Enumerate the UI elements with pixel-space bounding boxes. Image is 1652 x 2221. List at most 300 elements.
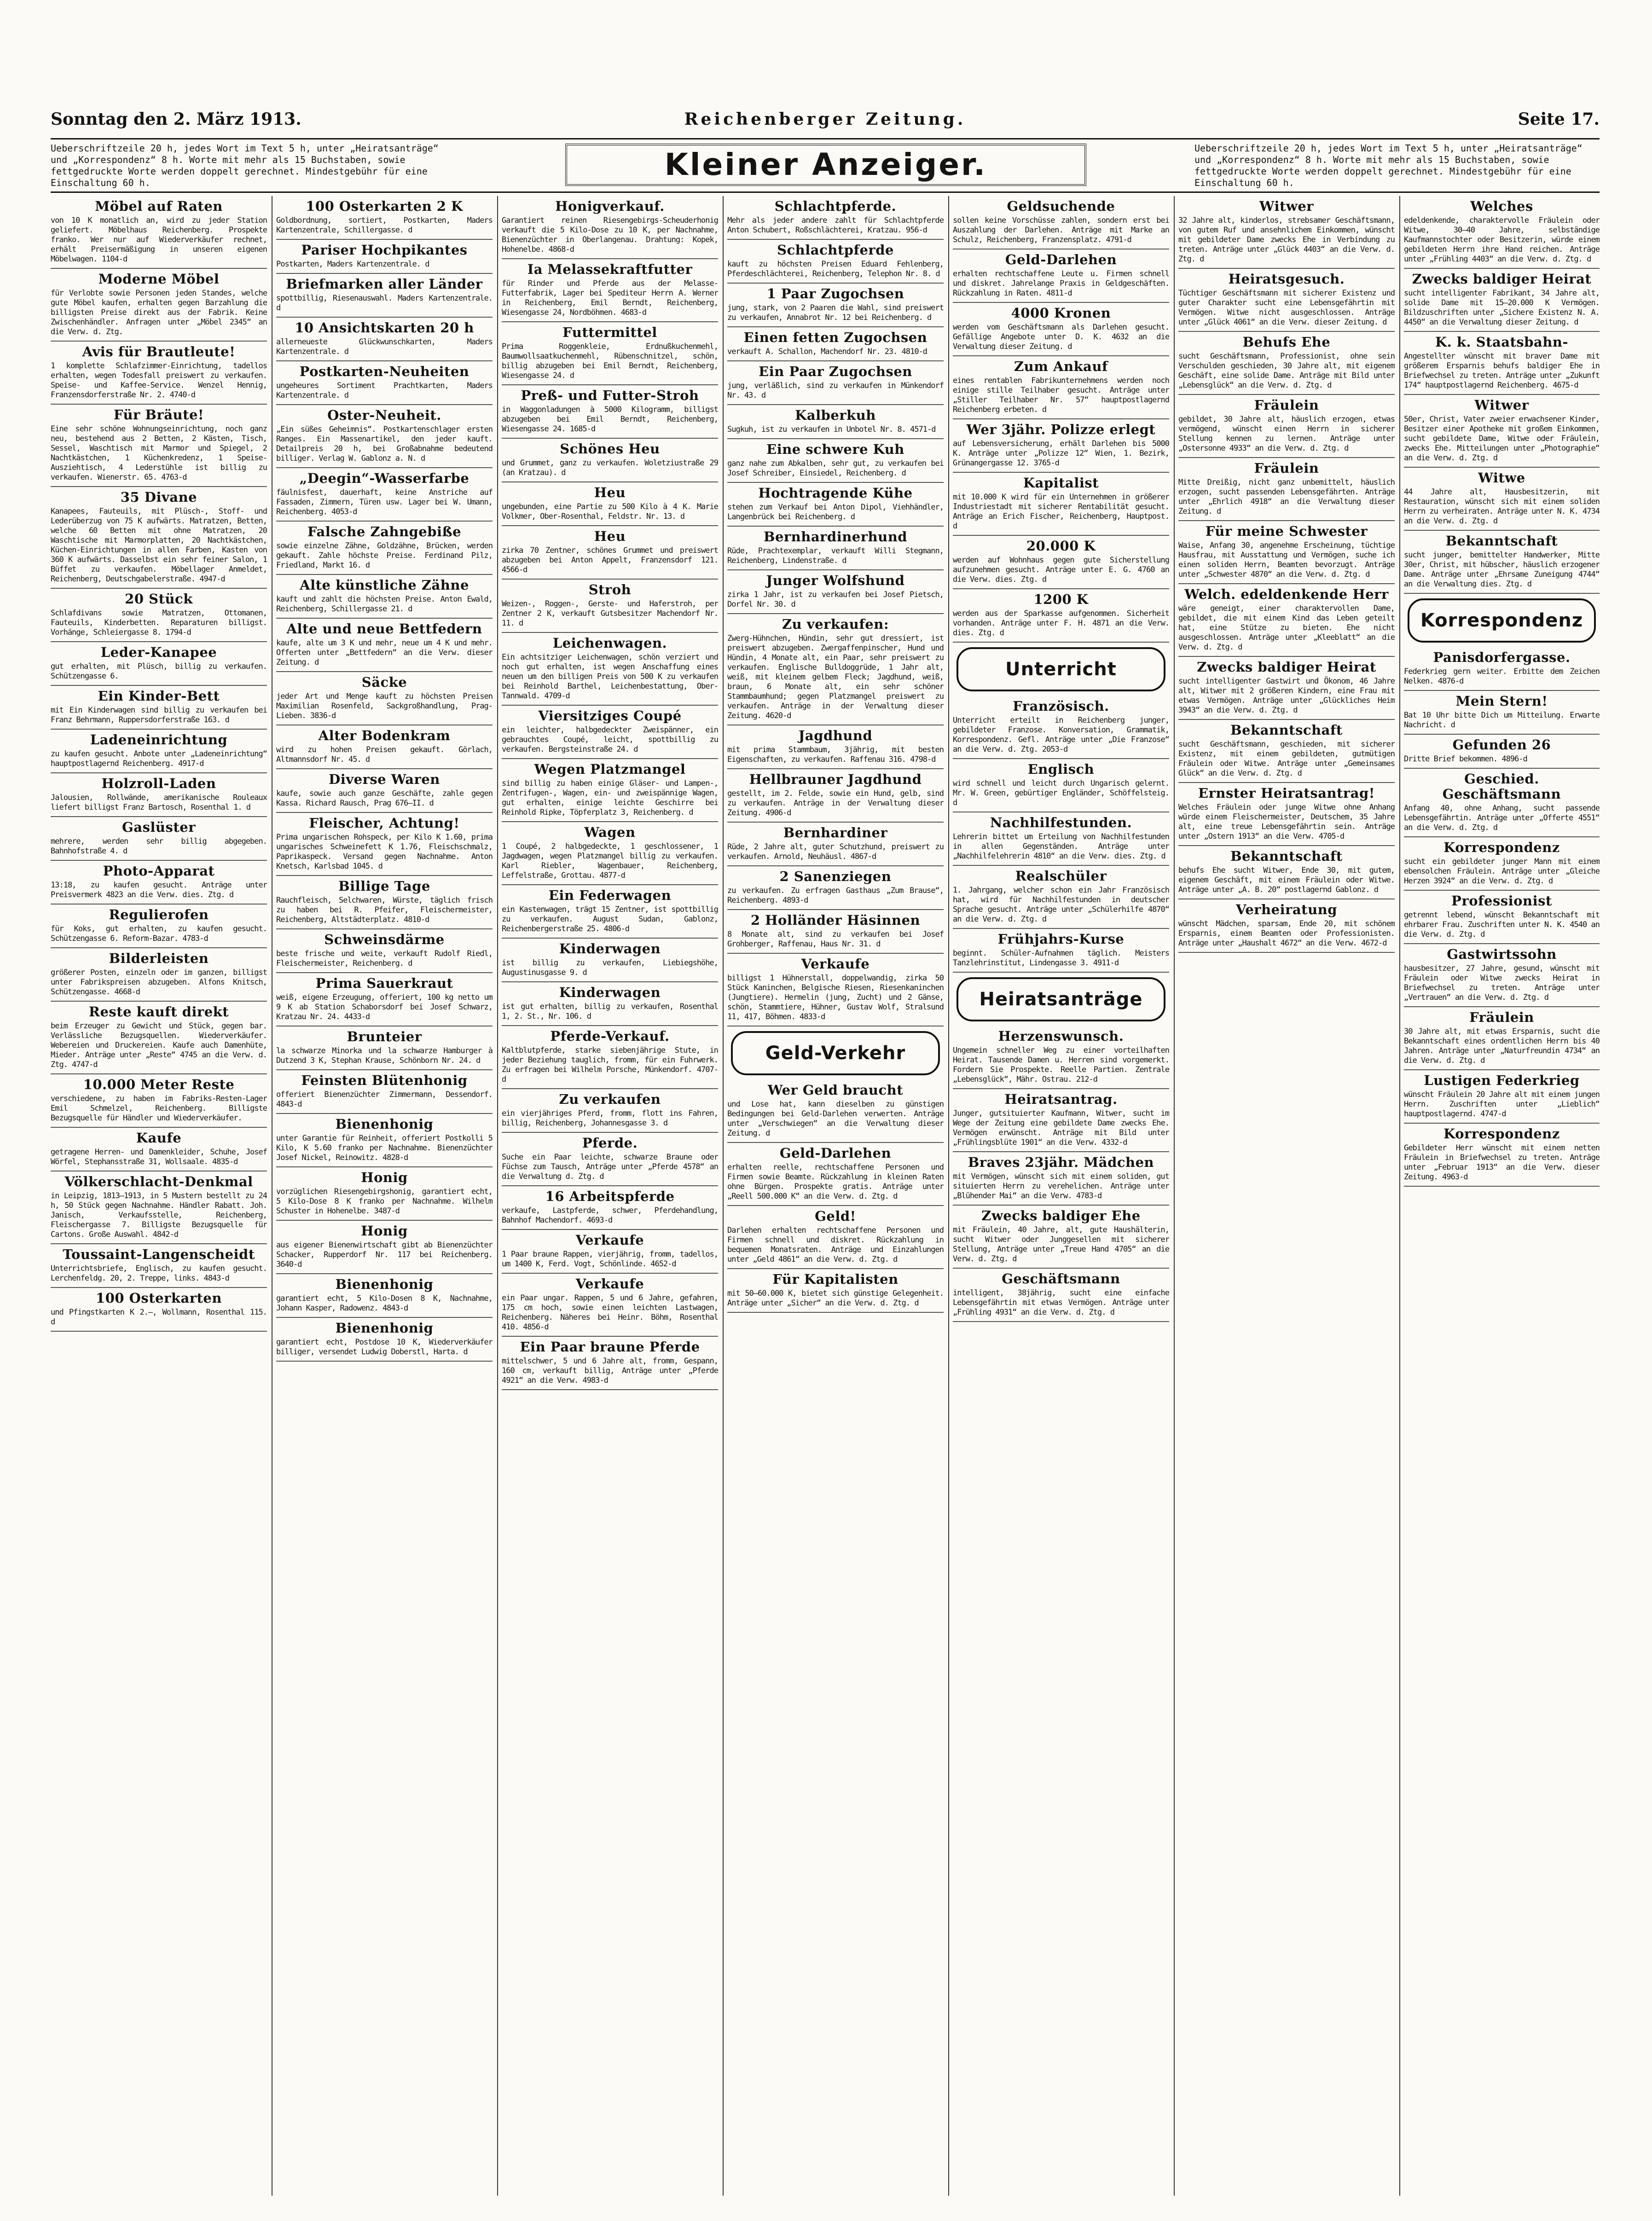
ad-body: 30 Jahre alt, mit etwas Ersparnis, sucht die Bekanntschaft eines ordentlichen Herrn bis 40 Jahren. Anträge unter „Naturfreundin 4734“ an die Verw. d. Ztg. d [1404,1027,1600,1065]
ad-body: sind billig zu haben einige Gläser- und Lampen-, Zentrifugen-, Wagen, ein- und zweispännige Wagen, gut erhalten, einige leichte Geschirre bei Reinhold Ripke, Töpferplatz 3, Reichenberg. d [502,779,718,817]
ad-title: Verkaufe [575,1232,644,1248]
ad-body: ein vierjähriges Pferd, fromm, flott ins Fahren, billig, Reichenberg, Johannesgasse 3. d [502,1109,718,1128]
classified-ad [51,269,267,342]
ad-column-7 [1404,196,1600,2196]
ad-body: sucht intelligenter Fabrikant, 34 Jahre alt, solide Dame mit 15—20.000 K Vermögen. Bildzuschriften unter „Sichere Existenz N. A. 4450“ an die Verwaltung dieser Zeitung. d [1404,289,1600,327]
ad-body: wird schnell und leicht durch Ungarisch gelernt. Mr. W. Green, gebürtiger Engländer, Schöffelsteig. d [953,779,1169,807]
ad-title: Bekanntschaft [1230,848,1343,864]
classified-ad [51,487,267,589]
ad-body: Rauchfleisch, Selchwaren, Würste, täglich frisch zu haben bei R. Pfeifer, Fleischermeister, Reichenberg, Altstädterplatz. 4810-d [276,896,493,924]
ad-title: Welch. edeldenkende Herr [1184,586,1389,602]
ad-title: Futtermittel [562,325,657,340]
ad-title: Säcke [361,674,407,690]
ad-body: la schwarze Minorka und la schwarze Hamburger à Dutzend 3 K, Stephan Krause, Schönborn Nr. 24. d [276,1046,493,1065]
ad-body: getragene Herren- und Damenkleider, Schuhe, Josef Wörfel, Stephansstraße 31, Wollsaale. 4835-d [51,1148,267,1166]
ad-title: Briefmarken aller Länder [286,276,483,292]
ad-title: Leichenwagen. [552,635,667,651]
ad-body: gestellt, im 2. Felde, sowie ein Hund, gelb, sind zu verkaufen. Anträge in der Verwaltung dieser Zeitung. 4906-d [727,789,944,818]
ad-body: ungeheures Sortiment Prachtkarten, Maders Kartenzentrale. d [276,381,493,400]
ad-title: Pferde-Verkauf. [550,1028,670,1044]
classified-ad [502,885,718,939]
ad-body: hausbesitzer, 27 Jahre, gesund, wünscht mit Fräulein oder Witwe zwecks Heirat in Briefwechsel zu treten. Anträge unter „Vertrauen“ an die Verw. d. Ztg. d [1404,964,1600,1002]
ad-body: kauft und zahlt die höchsten Preise. Anton Ewald, Reichenberg, Schillergasse 21. d [276,595,493,614]
classified-ad [51,861,267,905]
ad-title: Hellbrauner Jagdhund [749,771,922,787]
ad-title: Professionist [1451,893,1552,909]
classified-ad [51,905,267,948]
ad-body: beim Erzeuger zu Gewicht und Stück, gegen bar. Verlässliche Bezugsquellen. Wiederverkäufer. Webereien und Druckereien. Kaufe auch Damenhüte, Mieder. Anträge unter „Reste“ 4745 an die Verw. d. Ztg. 4747-d [51,1021,267,1069]
classified-ad [502,1026,718,1089]
ad-body: Kaltblutpferde, starke siebenjährige Stute, in jeder Beziehung tauglich, fromm, für ein Fuhrwerk. Zu erfragen bei Wilhelm Porsche, Münkendorf. 4707-d [502,1046,718,1084]
ad-title: 100 Osterkarten [96,1290,222,1306]
classified-ad [276,522,493,575]
classified-ad [51,1171,267,1244]
classified-ad [502,196,718,259]
ad-title: Wagen [584,824,636,840]
ad-body: fäulnisfest, dauerhaft, keine Anstriche auf Fassaden, Zimmern, Türen usw. Lager bei W. Umann, Reichenberg. 4053-d [276,488,493,516]
column-divider [497,196,498,2196]
ad-title: Bienenhonig [335,1320,434,1336]
ad-title: Honig [361,1170,408,1185]
ad-body: Darlehen erhalten rechtschaffene Personen und Firmen schnell und diskret. Rückzahlung in bequemen Monatsraten. Anträge und Einzahlungen unter „Geld 4861“ an die Verw. d. Ztg. d [727,1226,944,1264]
classified-ad [502,759,718,822]
classified-ad [727,769,944,823]
classified-ad [1404,891,1600,944]
classified-ad [276,1167,493,1221]
ad-body: aus eigener Bienenwirtschaft gibt ab Bienenzüchter Schacker, Rupperdorf Nr. 117 bei Reichenberg. 3640-d [276,1241,493,1269]
classified-ad [502,1230,718,1274]
classified-ad [51,1002,267,1074]
ad-title: 100 Osterkarten 2 K [306,198,463,214]
ad-title: Zum Ankauf [1014,359,1108,374]
classified-ad [1178,584,1395,657]
ad-title: 1 Paar Zugochsen [766,286,904,302]
ad-title: Zu verkaufen [559,1091,661,1107]
ad-title: Fleischer, Achtung! [309,815,460,831]
ad-column-6 [1178,196,1395,2196]
classified-ad [502,706,718,759]
ad-title: Möbel auf Raten [95,198,223,214]
classified-ad [953,759,1169,812]
column-divider [723,196,724,2196]
ad-title: Toussaint-Langenscheidt [63,1247,255,1262]
ad-title: Witwer [1474,397,1529,413]
ad-body: und Lose hat, kann dieselben zu günstigen Bedingungen bei Geld-Darlehen verwerten. Anträge unter „Verschwiegen“ an die Verwaltung dieser Zeitung. d [727,1100,944,1138]
ad-body: Kanapees, Fauteuils, mit Plüsch-, Stoff- und Lederüberzug von 75 K aufwärts. Matratzen, Betten, welche 60 Betten mit ohne Matratzen, 20 Waschtische mit Marmorplatten, 20 Nachtkästchen, Küchen-Einrichtungen in allen Farben, Kasten von 360 K aufwärts. Dasselbst ein sehr feiner Salon, 1 Büffet zu verkaufen. Möbellager Anmeldet, Reichenberg, Deutschgabelerstraße. 4947-d [51,507,267,584]
classified-ad [953,812,1169,866]
ad-body: unter Garantie für Reinheit, offeriert Postkolli 5 Kilo, K 5.60 franko per Nachnahme. Bienenzüchter Josef Nickel, Reinowitz. 4828-d [276,1134,493,1162]
ad-column-5 [953,196,1169,2196]
ad-title: Fräulein [1254,460,1319,476]
section-masthead [565,144,1086,186]
ad-title: Geld! [815,1208,856,1224]
classified-ad [276,1070,493,1114]
ad-body: stehen zum Verkauf bei Anton Dipol, Viehhändler, Langenbrück bei Reichenberg. d [727,503,944,522]
ad-title: 1200 K [1033,591,1089,607]
ad-body: mit 50—60.000 K, bietet sich günstige Gelegenheit. Anträge unter „Sicher“ an die Verw. d. Ztg. d [727,1289,944,1308]
classified-ad [502,439,718,482]
ad-body: spottbillig, Riesenauswahl. Maders Kartenzentrale. d [276,294,493,313]
classified-ad [953,866,1169,929]
ad-body: werden aus der Sparkasse aufgenommen. Sicherheit vorhanden. Anträge unter F. H. 4871 an die Verw. dies. Ztg. d [953,609,1169,638]
classified-ad [727,1143,944,1206]
classified-ad [953,1026,1169,1089]
ad-title: Diverse Waren [329,771,440,787]
classified-ad [727,327,944,361]
section-heading: Heiratsanträge [979,989,1143,1010]
ad-title: Ia Melassekraftfutter [527,261,693,277]
ad-title: Bekanntschaft [1230,722,1343,738]
classified-ad [1178,720,1395,783]
ad-body: Unterrichtsbriefe, Englisch, zu kaufen gesucht. Lerchenfeldg. 20, 2. Treppe, links. 4843-d [51,1264,267,1283]
classified-ad [1404,691,1600,735]
ad-body: allerneueste Glückwunschkarten, Maders Kartenzentrale. d [276,337,493,356]
classified-ad [1404,944,1600,1007]
ad-body: 1 Coupé, 2 halbgedeckte, 1 geschlossener, 1 Jagdwagen, wegen Platzmangel billig zu verkaufen. Karl Riebler, Wagenbauer, Reichenberg, Leffelstraße, Grottau. 4877-d [502,842,718,880]
ad-title: Zu verkaufen: [782,616,889,632]
section-heading-box [1408,598,1596,643]
ad-body: Sugkuh, ist zu verkaufen in Unbotel Nr. 8. 4571-d [727,425,936,434]
tariff-note-left: Ueberschriftzeile 20 h, jedes Wort im Text 5 h, unter „Heiratsanträge“ und „Korrespondenz“ 8 h. Worte mit mehr als 15 Buchstaben, sowie fettgedruckte Worte werden doppelt gerechnet. Mindestgebühr für eine Einschaltung 60 h. [51,143,439,188]
classified-ad [276,1026,493,1070]
ad-title: Mein Stern! [1455,693,1548,709]
ad-title: Kalberkuh [795,407,876,423]
classified-ad [1404,531,1600,594]
ad-title: Wegen Platzmangel [534,761,686,777]
classified-ad [51,1288,267,1332]
classified-ad [502,580,718,633]
ad-body: wird zu hohen Preisen gekauft. Görlach, Altmannsdorf Nr. 45. d [276,745,493,764]
ad-title: Geld-Darlehen [1005,252,1117,267]
ad-title: 10 Ansichtskarten 20 h [295,320,474,336]
ad-body: gebildet, 30 Jahre alt, häuslich erzogen, etwas vermögend, wünscht einen Herrn in sicherer Stellung kennen zu lernen. Anträge unter „Ostersonne 4933“ an die Verw. d. Ztg. d [1178,415,1395,453]
ad-body: jung, verläßlich, sind zu verkaufen in Münkendorf Nr. 43. d [727,381,944,400]
classified-ad [502,939,718,982]
ad-title: Ein Kinder-Bett [98,688,220,704]
classified-ad [51,405,267,487]
ad-title: Leder-Kanapee [100,644,217,660]
classified-ad [502,482,718,526]
classified-ad [276,1114,493,1167]
classified-ad [1178,332,1395,395]
ad-title: Regulierofen [109,907,209,922]
classified-ad [276,240,493,274]
classified-ad [727,823,944,866]
ad-column-4 [727,196,944,2196]
ad-body: gut erhalten, mit Plüsch, billig zu verkaufen. Schützengasse 6. [51,662,267,681]
ad-body: ist gut erhalten, billig zu verkaufen, Rosenthal 1, 2. St., Nr. 106. d [502,1002,718,1021]
classified-ad [502,982,718,1026]
ad-title: Fräulein [1469,1009,1534,1025]
ad-body: Zwerg-Hühnchen, Hündin, sehr gut dressiert, ist preiswert abzugeben. Zwergaffenpinscher, Hund und Hündin, 4 Monate alt, ein Paar, sehr preiswert zu verkaufen. Englische Bulldoggrüde, 1 Jahr alt, weiß, mit kleinem gelbem Fleck; Jagdhund, weiß, braun, 6 Monate alt, ein sehr schöner Stammbaumhund; gegen Platzmangel preiswert zu verkaufen. Anträge in der Verwaltung dieser Zeitung. 4620-d [727,634,944,720]
ad-title: Gaslüster [122,819,196,835]
ad-title: Wer Geld braucht [767,1082,904,1098]
ad-body: Rüde, Prachtexemplar, verkauft Willi Stegmann, Reichenberg, Lindenstraße. d [727,546,944,565]
ad-body: wünscht Fräulein 20 Jahre alt mit einem jungen Herrn. Zuschriften unter „Lieblich“ hauptpostlagernd. 4747-d [1404,1090,1600,1119]
ad-body: Bat 10 Uhr bitte Dich um Mitteilung. Erwarte Nachricht. d [1404,711,1600,730]
ad-body: garantiert echt, Postdose 10 K, Wiederverkäufer billiger, versendet Ludwig Doberstl, Harta. d [276,1338,493,1357]
ad-title: Für Kapitalisten [772,1271,898,1287]
masthead-title: Kleiner Anzeiger. [664,147,987,182]
ad-title: Braves 23jähr. Mädchen [968,1154,1154,1170]
ad-body: 1 komplette Schlafzimmer-Einrichtung, tadellos erhalten, wegen Todesfall preiswert zu verkaufen. Speise- und Kaffee-Service. Wenzel Hennig, Franzensdorferstraße Nr. 2. 4740-d [51,361,267,400]
ad-title: Postkarten-Neuheiten [299,364,470,379]
ad-body: Mehr als jeder andere zahlt für Schlachtpferde Anton Schubert, Roßschlächterei, Kratzau. 956-d [727,216,944,235]
header-rule [51,191,1600,193]
ad-body: erhalten reelle, rechtschaffene Personen und Firmen sowie Beamte. Rückzahlung in kleinen Raten ohne Bürgen. Prospekte gratis. Anträge unter „Reell 500.000 K“ an die Verw. d. Ztg. d [727,1163,944,1201]
classified-ad [1404,196,1600,269]
ad-body: wäre geneigt, einer charaktervollen Dame, gebildet, die mit einem Kind das Leben geteilt hat, eine Stütze zu bieten. Ehe nicht ausgeschlossen. Anträge unter „Kleeblatt“ an die Verw. d. Ztg. d [1178,604,1395,652]
ad-title: Feinsten Blütenhonig [301,1073,468,1088]
ad-body: 13:18, zu kaufen gesucht. Anträge unter Preisvermerk 4823 an die Verw. dies. Ztg. d [51,881,267,899]
ad-title: Bienenhonig [335,1116,434,1132]
ad-title: Kaufe [136,1130,182,1146]
classified-ad [727,570,944,614]
ad-body: Prima Roggenkleie, Erdnußkuchenmehl, Baumwollsaatkuchenmehl, Rübenschnitzel, schön, billig abzugeben bei Emil Berndt, Reichenberg, Wiesengasse 24. d [502,342,718,380]
ad-body: Suche ein Paar leichte, schwarze Braune oder Füchse zum Tausch, Anträge unter „Pferde 4578“ an die Verwaltung d. Ztg. d [502,1153,718,1181]
ad-body: Eine sehr schöne Wohnungseinrichtung, noch ganz neu, bestehend aus 2 Betten, 2 Kästen, Tisch, Sessel, Waschtisch mit Marmor und Spiegel, 2 Nachtkästchen, 1 Küchenkredenz, 1 Speise-Ausziehtisch, 4 Lederstühle ist billig zu verkaufen. Wienerstr. 65. 4763-d [51,424,267,482]
ad-body: Prima ungarischen Rohspeck, per Kilo K 1.60, prima ungarisches Schweinefett K 1.76, Fleischschmalz, Paprikaspeck. Versand gegen Nachnahme. Anton Knetsch, Karlsbad 1045. d [276,833,493,871]
ad-body: weiß, eigene Erzeugung, offeriert, 100 kg netto um 9 K ab Station Schaborsdorf bei Josef Schwarz, Kratzau Nr. 24. 4433-d [276,993,493,1021]
ad-body: sucht Geschäftsmann, Professionist, ohne sein Verschulden geschieden, 30 Jahre alt, mit eigenem Geschäft, eine solide Dame. Anträge mit Bild unter „Lebensglück“ an die Verw. d. Ztg. d [1178,352,1395,390]
classified-ad [51,773,267,817]
ad-title: Realschüler [1015,868,1107,884]
header-newspaper-title: Reichenberger Zeitung. [684,110,966,129]
column-divider [948,196,949,2196]
ad-title: Verkaufe [575,1276,644,1292]
ad-body: behufs Ehe sucht Witwer, Ende 30, mit gutem, eigenem Geschäft, mit einem Fräulein oder Witwe. Anträge unter „A. B. 20“ postlagernd Gablonz. d [1178,866,1395,894]
classified-ad [51,686,267,730]
ad-title: Ernster Heiratsantrag! [1198,785,1375,801]
ad-body: ein Paar ungar. Rappen, 5 und 6 Jahre, gefahren, 175 cm hoch, sowie einen leichten Lastwagen, Reichenberg. Näheres bei Heinr. Böhm, Rosenthal 410. 4856-d [502,1293,718,1332]
ad-body: Rüde, 2 Jahre alt, guter Schutzhund, preiswert zu verkaufen. Arnold, Neuhäusl. 4867-d [727,842,944,861]
classified-ad [1404,769,1600,837]
ad-title: Avis für Brautleute! [82,344,236,360]
ad-title: Frühjahrs-Kurse [997,931,1125,947]
newspaper-page [51,106,1600,2196]
classified-ad [502,633,718,706]
ad-body: für Verlobte sowie Personen jeden Standes, welche gute Möbel kaufen, erhalten gegen Barzahlung die billigsten Preise direkt aus der Fabrik. Keine Zwischenhändler. Anfragen unter „Möbel 2345“ an die Verw. d. Ztg. [51,289,267,336]
classified-ad [1404,647,1600,691]
ad-body: intelligent, 38jährig, sucht eine einfache Lebensgefährtin mit etwas Vermögen. Anträge unter „Frühling 4931“ an die Verw. d. Ztg. d [953,1288,1169,1317]
ad-body: Weizen-, Roggen-, Gerste- und Haferstroh, per Zentner 2 K, verkauft Gutsbesitzer Machendorf Nr. 11. d [502,599,718,628]
classified-ad [51,196,267,269]
ad-title: Heiratsgesuch. [1228,271,1345,287]
classified-ad [1404,395,1600,468]
ad-title: Panisdorfergasse. [1433,649,1571,665]
classified-ad [502,1337,718,1390]
ad-title: Schlachtpferde [777,242,894,258]
ad-title: Moderne Möbel [98,271,220,287]
ad-column-3 [502,196,718,2196]
section-heading-box [956,977,1165,1021]
classified-ad [953,356,1169,419]
classified-ad [51,1128,267,1171]
ad-title: Brunteier [347,1029,422,1044]
classified-ad [276,725,493,769]
ad-title: Witwer [1259,198,1314,214]
classified-ad [51,342,267,405]
classified-ad [727,614,944,725]
ad-title: Heiratsantrag. [1004,1091,1118,1107]
ad-body: erhalten rechtschaffene Leute u. Firmen schnell und diskret. Jahrelange Praxis in Geldgeschäften. Rückzahlung in Raten. 4811-d [953,269,1169,298]
ad-title: Herzenswunsch. [998,1028,1124,1044]
ad-title: Prima Sauerkraut [315,975,453,991]
classified-ad [276,876,493,929]
classified-ad [1178,846,1395,899]
ad-title: Bienenhonig [335,1276,434,1292]
ad-title: Geschäftsmann [1002,1271,1120,1287]
ad-body: und Pfingstkarten K 2.—, Wollmann, Rosenthal 115. d [51,1308,267,1327]
classified-ad [51,589,267,642]
ad-title: Für Bräute! [113,407,204,423]
ad-title: Fräulein [1254,397,1319,413]
ad-body: Goldbordnung, sortiert, Postkarten, Maders Kartenzentrale, Schillergasse. d [276,216,493,235]
ad-title: Für meine Schwester [1205,523,1368,539]
section-heading: Unterricht [1005,659,1117,680]
classified-ad [276,196,493,240]
classified-ad [953,1152,1169,1206]
classified-ad [727,405,944,439]
ad-body: größerer Posten, einzeln oder im ganzen, billigst unter Fabrikspreisen abzugeben. Alfons Knitsch, Schützengasse. 4668-d [51,968,267,997]
ad-title: 10.000 Meter Reste [83,1077,235,1092]
ad-column-2 [276,196,493,2196]
ad-body: Waise, Anfang 30, angenehme Erscheinung, tüchtige Hausfrau, mit Ausstattung und Vermögen, suche ich einen soliden Herrn, Beamten bevorzugt. Anträge unter „Schwester 4870“ an die Verw. d. Ztg. d [1178,541,1395,579]
ad-body: Junger, gutsituierter Kaufmann, Witwer, sucht im Wege der Zeitung eine gebildete Dame zwecks Ehe. Vermögen erwünscht. Anträge mit Bild unter „Frühlingsblüte 1901“ an die Verw. 4332-d [953,1109,1169,1147]
classified-ad [953,196,1169,249]
classified-ad [502,526,718,580]
ad-title: Heu [594,528,626,544]
ad-body: 1. Jahrgang, welcher schon ein Jahr Französisch hat, wird für Nachhilfestunden in deutscher Sprache gesucht. Anträge unter „Schülerhilfe 4870“ an die Verw. d. Ztg. d [953,886,1169,924]
ad-title: Gefunden 26 [1452,737,1551,753]
ad-title: Holzroll-Laden [101,776,216,791]
classified-ad [502,1274,718,1337]
ad-body: kauft zu höchsten Preisen Eduard Fehlenberg, Pferdeschlächterei, Reichenberg, Telephon Nr. 8. d [727,260,944,278]
ad-title: Geld-Darlehen [779,1145,892,1161]
classified-ad [1178,657,1395,720]
ad-title: Geschied. Geschäftsmann [1442,771,1561,802]
ad-title: Oster-Neuheit. [327,407,441,423]
ad-title: Lustigen Federkrieg [1424,1073,1580,1088]
ad-title: Gastwirtssohn [1447,946,1557,962]
ad-body: werden auf Wohnhaus gegen gute Sicherstellung aufzunehmen gesucht. Anträge unter E. G. 4760 an die Verw. dies. Ztg. d [953,556,1169,584]
ad-title: Nachhilfestunden. [990,815,1132,830]
classified-ad [276,929,493,973]
classified-ad [276,318,493,361]
ad-body: sowie einzelne Zähne, Goldzähne, Brücken, werden gekauft. Zahle höchste Preise. Ferdinand Pilz, Friedland, Markt 16. d [276,541,493,570]
ad-body: Postkarten, Maders Kartenzentrale. d [276,260,429,269]
header-date: Sonntag den 2. März 1913. [51,110,301,129]
ad-title: Hochtragende Kühe [758,485,913,501]
ad-title: Zwecks baldiger Heirat [1412,271,1592,287]
ad-body: für Koks, gut erhalten, zu kaufen gesucht. Schützengasse 6. Reform-Bazar. 4783-d [51,924,267,943]
ad-title: 2 Sanenziegen [779,869,892,884]
ad-body: sucht junger, bemittelter Handwerker, Mitte 30er, Christ, mit hübscher, häuslich erzogener Dame. Anträge unter „Ehrsame Zuneigung 4744“ an die Verwaltung dies. Ztg. d [1404,551,1600,589]
classified-ad [51,642,267,686]
ad-title: Kinderwagen [559,985,661,1000]
classified-ad [727,240,944,284]
ad-body: 8 Monate alt, sind zu verkaufen bei Josef Grohberger, Raffenau, Haus Nr. 31. d [727,930,944,949]
ad-body: Angestellter wünscht mit braver Dame mit größerem Ersparnis behufs baldiger Ehe in Briefwechsel zu treten. Anträge unter „Zukunft 174“ hauptpostlagernd Reichenberg. 4675-d [1404,352,1600,390]
classified-ad [953,249,1169,303]
classified-ad [276,1318,493,1362]
classified-ad [276,468,493,522]
ad-title: Welches [1470,198,1533,214]
ad-title: Verkaufe [801,956,870,972]
classified-ad [1404,468,1600,531]
ad-title: Schönes Heu [560,441,660,457]
column-divider [1399,196,1400,2196]
ad-title: Bilderleisten [109,951,209,966]
classified-ad [1404,1007,1600,1070]
classified-ad [1178,269,1395,332]
classified-ad [276,813,493,876]
classified-ad [953,1206,1169,1269]
classified-ad [727,483,944,527]
ad-body: verschiedene, zu haben im Fabriks-Resten-Lager Emil Schmelzel, Reichenberg. Billigste Bezugsquelle für Händler und Wiederverkäufer. [51,1094,267,1123]
ad-body: vorzüglichen Riesengebirgshonig, garantiert echt, 5 Kilo-Dose 8 K franko per Nachnahme. Wilhelm Schuster in Hohenelbe. 3487-d [276,1187,493,1216]
ad-body: werden vom Geschäftsmann als Darlehen gesucht. Gefällige Angebote unter D. K. 4632 an die Verwaltung dieser Zeitung. d [953,323,1169,351]
classified-ad [1404,1070,1600,1124]
ad-column-1 [51,196,267,2196]
ad-body: Lehrerin bittet um Erteilung von Nachhilfestunden in allen Gegenständen. Anträge unter „Nachhilfelehrerin 4810“ an die Verw. dies. Ztg. d [953,832,1169,861]
ad-body: Garantiert reinen Riesengebirgs-Scheuderhonig verkauft die 5 Kilo-Dose zu 10 K, per Nachnahme, Bienenzüchter in Oberlangenau. Drahtung: Kopek, Hohenelbe. 4868-d [502,216,718,254]
ad-body: kaufe, sowie auch ganze Geschäfte, zahle gegen Kassa. Richard Rausch, Prag 676—II. d [276,789,493,808]
classified-ad [727,439,944,483]
ad-title: Ein Paar braune Pferde [520,1339,700,1355]
ad-body: für Rinder und Pferde aus der Melasse-Futterfabrik, Lager bei Spediteur Herrn A. Werner in Reichenberg, Emil Berndt, Reichenberg, Wiesengasse 24, Nordböhmen. 4683-d [502,279,718,317]
ad-title: Völkerschlacht-Denkmal [64,1174,253,1189]
ad-title: Einen fetten Zugochsen [743,330,927,345]
classified-ad [502,1089,718,1133]
ad-body: Dritte Brief bekommen. 4896-d [1404,754,1527,764]
ad-body: garantiert echt, 5 Kilo-Dosen 8 K, Nachnahme, Johann Kasper, Radowenz. 4843-d [276,1294,493,1313]
classified-ad [502,322,718,385]
ad-body: beste frische und weite, verkauft Rudolf Riedl, Fleischermeister, Reichenberg. d [276,949,493,968]
ad-title: Honigverkauf. [555,198,665,214]
ad-body: sucht intelligenter Gastwirt und Ökonom, 46 Jahre alt, Witwer mit 2 größeren Kindern, eine Frau mit etwas Vermögen. Anträge unter „Glückliches Heim 3943“ an die Verw. d. Ztg. d [1178,677,1395,715]
ad-body: mehrere, werden sehr billig abgegeben. Bahnhofstraße 4. d [51,837,267,856]
ad-body: billigst 1 Hühnerstall, doppelwandig, zirka 50 Stück Kaninchen, Belgische Riesen, Riesenkaninchen (Jungtiere). Hermelin (jung, Zucht) und 2 Gänse, schön, Stammtiere, Hühner, Gustav Wolf, Stralsund 11, 417, Böhmen. 4833-d [727,974,944,1021]
ad-title: Alte künstliche Zähne [300,577,469,593]
ad-body: mit 10.000 K wird für ein Unternehmen in größerer Industriestadt mit sicherer Rentabilität gesucht. Anträge an Erich Fischer, Reichenberg, Hauptpost. d [953,493,1169,531]
ad-title: Kinderwagen [559,941,661,957]
ad-body: zirka 1 Jahr, ist zu verkaufen bei Josef Pietsch, Dorfel Nr. 30. d [727,590,944,609]
ad-body: jeder Art und Menge kauft zu höchsten Preisen Maximilian Rosenfeld, Sackgroßhandlung, Prag-Lieben. 3836-d [276,692,493,720]
section-heading: Korrespondenz [1420,610,1583,631]
ad-title: K. k. Staatsbahn- [1435,334,1569,350]
classified-ad [953,473,1169,536]
ad-title: Zwecks baldiger Ehe [981,1208,1141,1224]
ad-body: zirka 70 Zentner, schönes Grummet und preiswert abzugeben bei Anton Appelt, Franzensdorf 121. 4566-d [502,546,718,574]
classified-ad [1404,735,1600,769]
classified-ad [1178,783,1395,846]
ad-title: 35 Divane [120,489,197,505]
classified-ad [727,725,944,769]
ad-body: kaufe, alte um 3 K und mehr, neue um 4 K und mehr. Offerten unter „Bettfedern“ an die Verw. dieser Zeitung. d [276,638,493,667]
ad-title: Englisch [1027,761,1095,777]
classified-ad [276,405,493,468]
ad-title: Stroh [588,582,632,597]
classified-ad [727,1080,944,1143]
ad-body: ungebunden, eine Partie zu 500 Kilo à 4 K. Marie Volkmer, Ober-Rosenthal, Feldstr. Nr. 13. d [502,502,718,521]
ad-title: Billige Tage [338,878,430,894]
column-divider [1174,196,1175,2196]
classified-ad [1178,458,1395,521]
classified-ad [1178,196,1395,269]
classified-ad [1404,332,1600,395]
ad-body: Unterricht erteilt in Reichenberg junger, gebildeter Franzose. Konversation, Grammatik, Korrespondenz. Gefl. Anträge unter „Die Franzose“ an die Verw. d. Ztg. 2053-d [953,716,1169,754]
